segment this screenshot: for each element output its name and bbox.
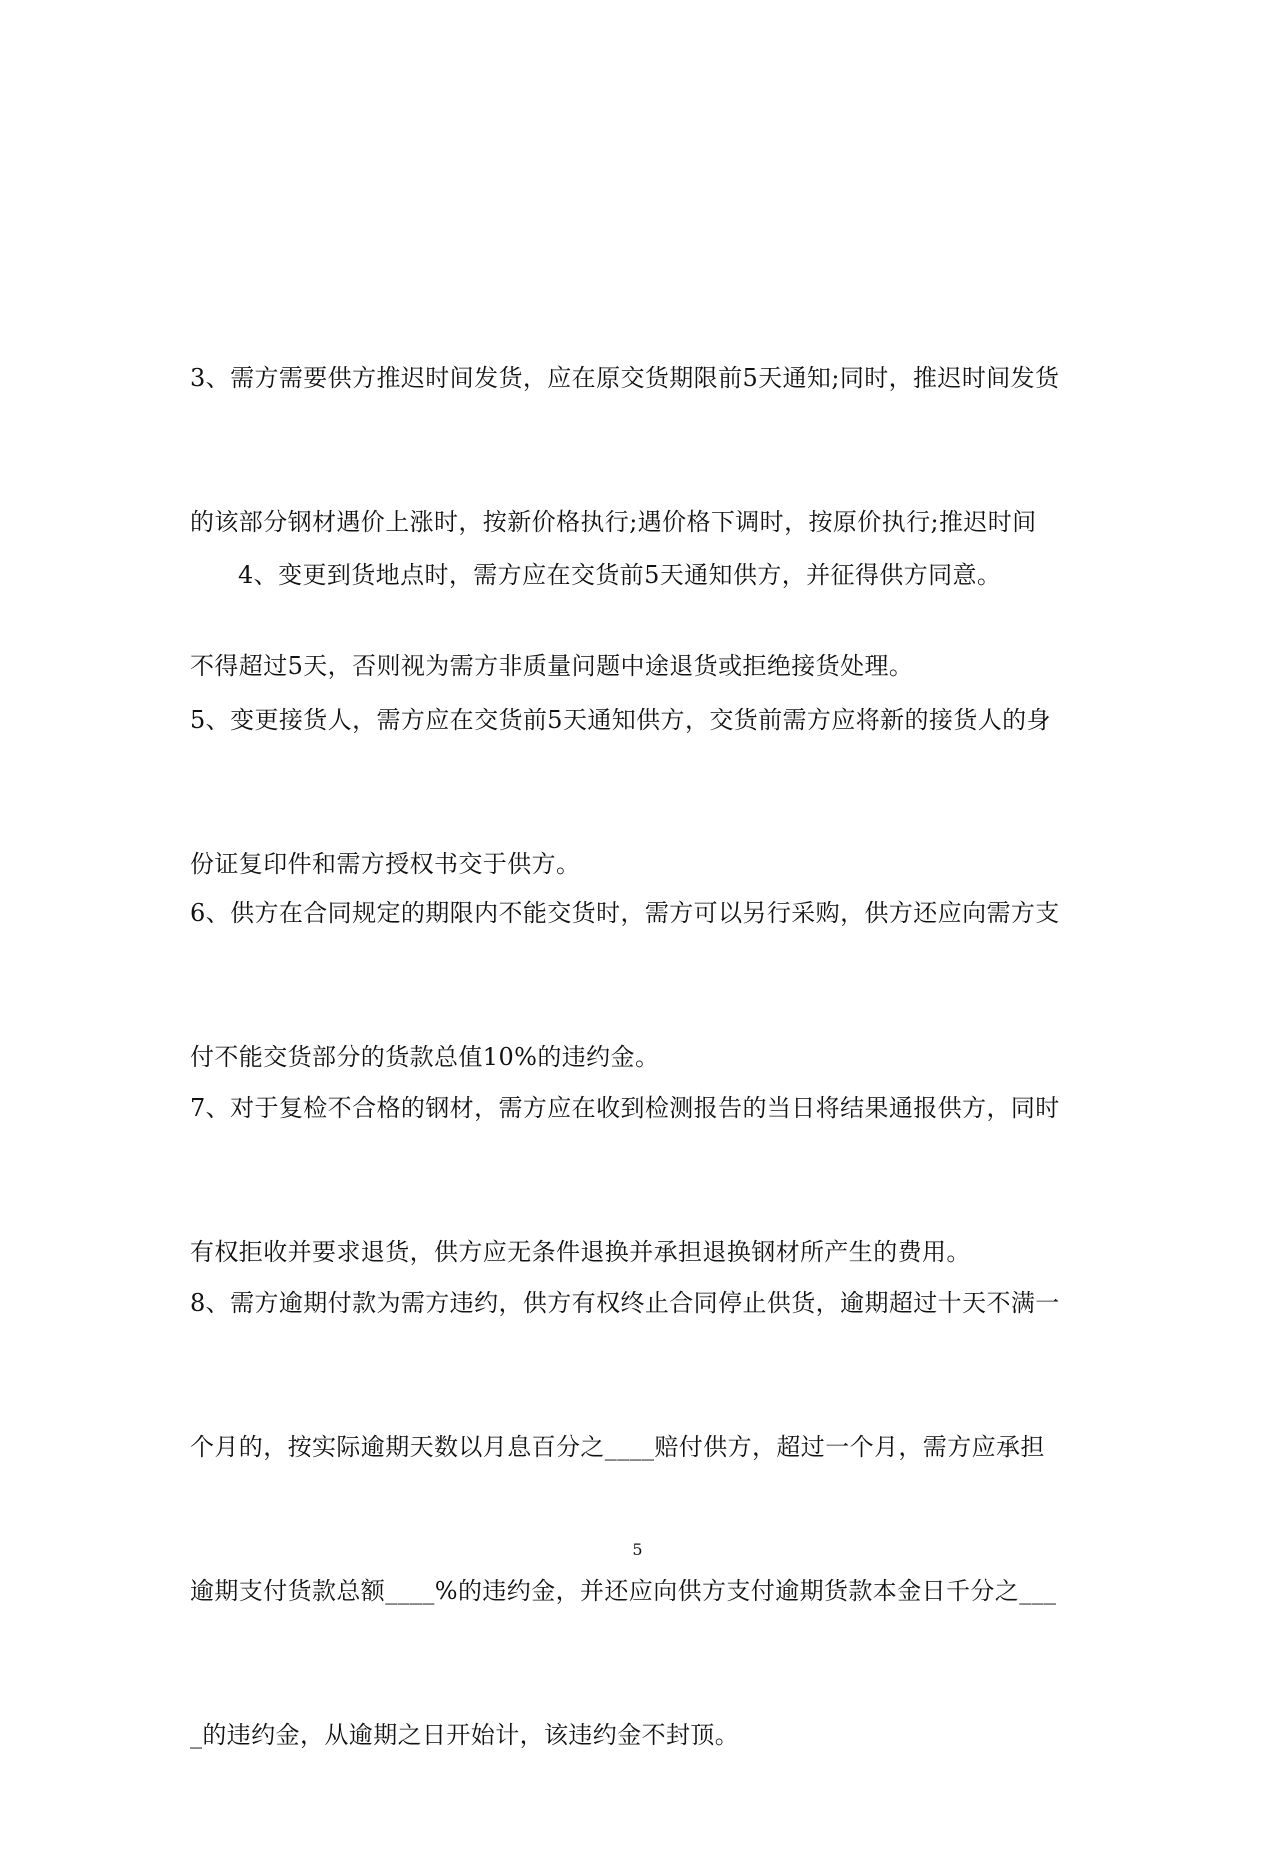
clause-line: 有权拒收并要求退货，供方应无条件退换并承担退换钢材所产生的费用。 xyxy=(190,1238,971,1266)
clause-line: 逾期支付货款总额____%的违约金，并还应向供方支付逾期货款本金日千分之___ xyxy=(190,1577,1057,1605)
clause-line: 份证复印件和需方授权书交于供方。 xyxy=(190,850,581,878)
clause-line: 8、需方逾期付款为需方违约，供方有权终止合同停止供货，逾期超过十天不满一 xyxy=(190,1289,1060,1317)
clause-line: 7、对于复检不合格的钢材，需方应在收到检测报告的当日将结果通报供方，同时 xyxy=(190,1094,1060,1122)
clause-line: _的违约金，从逾期之日开始计，该违约金不封顶。 xyxy=(190,1721,740,1749)
clause-line: 6、供方在合同规定的期限内不能交货时，需方可以另行采购，供方还应向需方支 xyxy=(190,899,1060,927)
clause-8 xyxy=(190,1183,1090,1855)
clause-line: 不得超过5天，否则视为需方非质量问题中途退货或拒绝接货处理。 xyxy=(190,652,914,680)
clause-line: 付不能交货部分的货款总值10%的违约金。 xyxy=(190,1043,660,1071)
page-number: 5 xyxy=(632,1540,643,1559)
clause-line: 个月的，按实际逾期天数以月息百分之____赔付供方，超过一个月，需方应承担 xyxy=(190,1433,1045,1461)
clause-line: 5、变更接货人，需方应在交货前5天通知供方，交货前需方应将新的接货人的身 xyxy=(190,706,1051,734)
clause-line: 4、变更到货地点时，需方应在交货前5天通知供方，并征得供方同意。 xyxy=(238,561,1002,589)
clause-line: 的该部分钢材遇价上涨时，按新价格执行;遇价格下调时，按原价执行;推迟时间 xyxy=(190,508,1037,536)
clause-line: 3、需方需要供方推迟时间发货，应在原交货期限前5天通知;同时，推迟时间发货 xyxy=(190,364,1060,392)
